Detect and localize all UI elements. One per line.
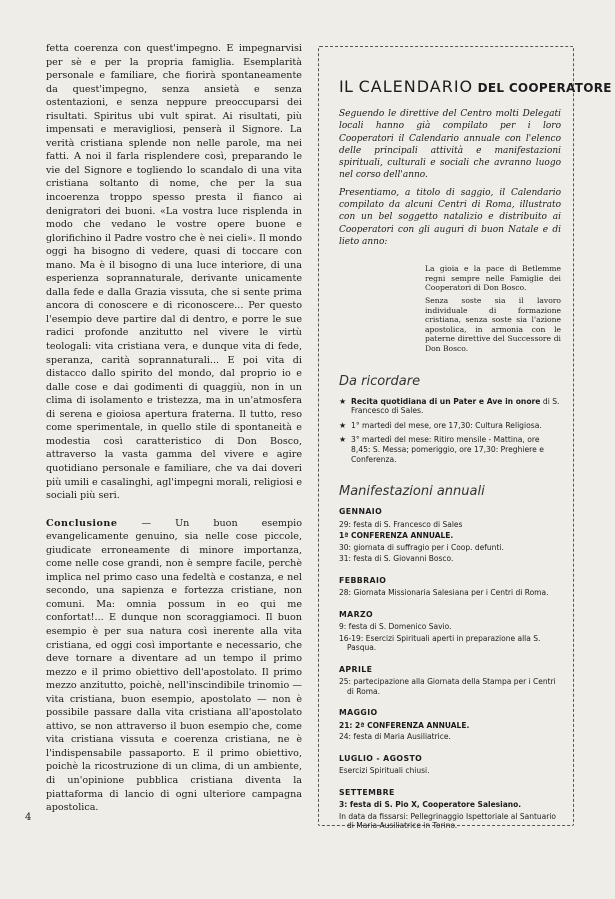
month-event: 16-19: Esercizi Spirituali aperti in preparazione alla S. Pasqua. — [339, 633, 541, 653]
month-name: GENNAIO — [339, 507, 383, 517]
month-block — [339, 576, 561, 598]
manifestazioni-title: Manifestazioni annuali — [339, 484, 485, 500]
month-block — [339, 665, 561, 697]
star-icon: ★ — [339, 420, 347, 430]
month-block — [339, 708, 561, 742]
calendar-quote — [425, 264, 561, 353]
month-event: 9: festa di S. Domenico Savio. — [339, 622, 452, 632]
months-list — [339, 507, 561, 831]
ricordare-title: Da ricordare — [339, 373, 421, 389]
month-event: 21: 2ª CONFERENZA ANNUALE. — [339, 720, 470, 730]
calendar-intro-1: Seguendo le direttive del Centro molti Delegati locali hanno già compilato per i loro Cooperatori il Calendario annuale con l'elenco delle principali attività e manifestazioni spirituali, culturali e sociali che avranno luogo nel corso dell'anno. — [339, 109, 561, 181]
month-name: FEBBRAIO — [339, 575, 387, 585]
month-event: 1ª CONFERENZA ANNUALE. — [339, 531, 454, 541]
month-name: LUGLIO - AGOSTO — [339, 753, 423, 763]
article-paragraph: fetta coerenza con quest'impegno. E impegnarvisi per sè e per la propria famiglia. Esemplarità personale e familiare, che fiorirà spontaneamente da quest'impegno, senza ansietà e senza ostentazioni, e senza neppure preoccuparsi dei risultati. Spiritus ubi vult spirat. Ai risultati, più impensati e meravigliosi, penserà il Signore. La verità cristiana splende non nelle parole, ma nei fatti. A noi il farla risplendere così, preparando le vie del Signore e togliendo lo scandalo di una vita cristiana soltanto di nome, che per la sua incoerenza troppo spesso presta il fianco ai denigratori dei buoni. «La vostra luce risplenda in modo che vedano le vostre opere buone e glorifichino il Padre vostro che è nei cieli». Il mondo oggi ha bisogno di vedere, quasi di toccare con mano. Ma è il bisogno di una luce interiore, di una esperienza soprannaturale, derivante unicamente dalla fede e dalla Grazia vissuta, che si sente prima ancora di conoscere e di riconoscere... Per questo l'esempio deve partire dal di dentro, e porre le sue radici profonde anzitutto nel vivere le virtù teologali: vita cristiana vera, e dunque vita di fede, speranza, carità soprannaturali... E poi vita di distacco dallo spirito del mondo, dal proprio io e dalle cose e dai godimenti di quaggiù, non in un clima di isolamento e tristezza, ma in un'atmosfera di serena e gioiosa apertura fraterna. Il tutto, reso come sperimentale, in quello stile di spontaneità e modestia così caratteristico di Don Bosco, attraverso la vasta gamma del vivere e agire quotidiano personale e familiare, che va dai doveri più umili e casalinghi, agl'impegni morali, religiosi e sociali più seri. — [46, 43, 302, 502]
month-event: 28: Giornata Missionaria Salesiana per i Centri di Roma. — [339, 588, 549, 598]
calendar-intro-2: Presentiamo, a titolo di saggio, il Calendario compilato da alcuni Centri di Roma, illustrato con un bel soggetto natalizio e distribuito ai Cooperatori con gli auguri di buon Natale e di lieto anno: — [339, 187, 561, 247]
reminders-list — [339, 397, 561, 465]
month-name: MARZO — [339, 609, 374, 619]
month-block — [339, 610, 561, 653]
page-number: 4 — [25, 812, 32, 823]
calendar-title — [339, 77, 612, 96]
month-block — [339, 788, 561, 831]
month-event: In data da fissarsi: Pellegrinaggio Ispettoriale al Santuario di Maria Ausiliatrice in Torino. — [339, 811, 557, 831]
month-name: APRILE — [339, 664, 373, 674]
quote-paragraph-1: La gioia e la pace di Betlemme regni sempre nelle Famiglie dei Cooperatori di Don Bosco. — [425, 264, 561, 293]
star-icon: ★ — [339, 435, 347, 445]
month-event: 3: festa di S. Pio X, Cooperatore Salesiano. — [339, 800, 522, 810]
month-event: 25: partecipazione alla Giornata della Stampa per i Centri di Roma. — [339, 677, 556, 696]
conclusion-paragraph — [46, 517, 302, 815]
reminder-item: ★ 3° martedì del mese: Ritiro mensile - Mattina, ore 8,45: S. Messa; pomeriggio, ore 17,30: Preghiere e Conferenza. — [339, 435, 544, 464]
month-event: 30: giornata di suffragio per i Coop. defunti. — [339, 542, 504, 552]
conclusion-heading: Conclusione — [46, 517, 118, 529]
calendar-box — [318, 46, 612, 831]
article-column — [46, 42, 302, 815]
month-event: 29: festa di S. Francesco di Sales — [339, 519, 463, 529]
star-icon: ★ — [339, 396, 347, 406]
title-calendario: CALENDARIO — [358, 77, 474, 96]
month-event: Esercizi Spirituali chiusi. — [339, 766, 430, 776]
month-event: 24: festa di Maria Ausiliatrice. — [339, 732, 451, 742]
month-block — [339, 507, 561, 564]
month-name: SETTEMBRE — [339, 787, 395, 797]
quote-paragraph-2: Senza soste sia il lavoro individuale di formazione cristiana, senza soste sia l'azione apostolica, in armonia con le paterne direttive del Successore di Don Bosco. — [425, 296, 561, 354]
conclusion-body: — Un buon esempio evangelicamente genuino, sia nelle cose piccole, giudicate erroneamente di minore importanza, come nelle cose grandi, non è sempre facile, perchè implica nel primo caso una fedeltà e costanza, e nel secondo, una sapienza e fortezza cristiane, non comuni. Ma: omnia possum in eo qui me confortat!... E dunque non scoraggiamoci. Il buon esempio è per sua natura così inerente alla vita cristiana, ed oggi così importante e necessario, che deve tornare a diventare ad un tempo il primo mezzo e il primo obiettivo dell'apostolato. Il primo mezzo anzitutto, poichè, nell'inscindibile trinomio — vita cristiana, buon esempio, apostolato — non è possibile passare dalla vita cristiana all'apostolato attivo, se non attraverso il buon esempio che, come vita cristiana vissuta e coerenza cristiana, ne è l'indispensabile passaporto. E il primo obiettivo, poichè la ricostruzione di un clima, di un ambiente, di un'opinione pubblica cristiana diventa la piattaforma di lancio di ogni ulteriore campagna apostolica. — [46, 517, 302, 814]
reminder-item: ★ 1° martedì del mese, ore 17,30: Cultura Religiosa. — [339, 420, 542, 430]
title-il: IL — [339, 77, 359, 96]
month-block — [339, 754, 561, 776]
month-event: 31: festa di S. Giovanni Bosco. — [339, 554, 454, 564]
month-name: MAGGIO — [339, 708, 378, 718]
title-rest: DEL COOPERATORE — [473, 81, 612, 95]
reminder-item: ★ Recita quotidiana di un Pater e Ave in onore di S. Francesco di Sales. — [339, 396, 560, 416]
